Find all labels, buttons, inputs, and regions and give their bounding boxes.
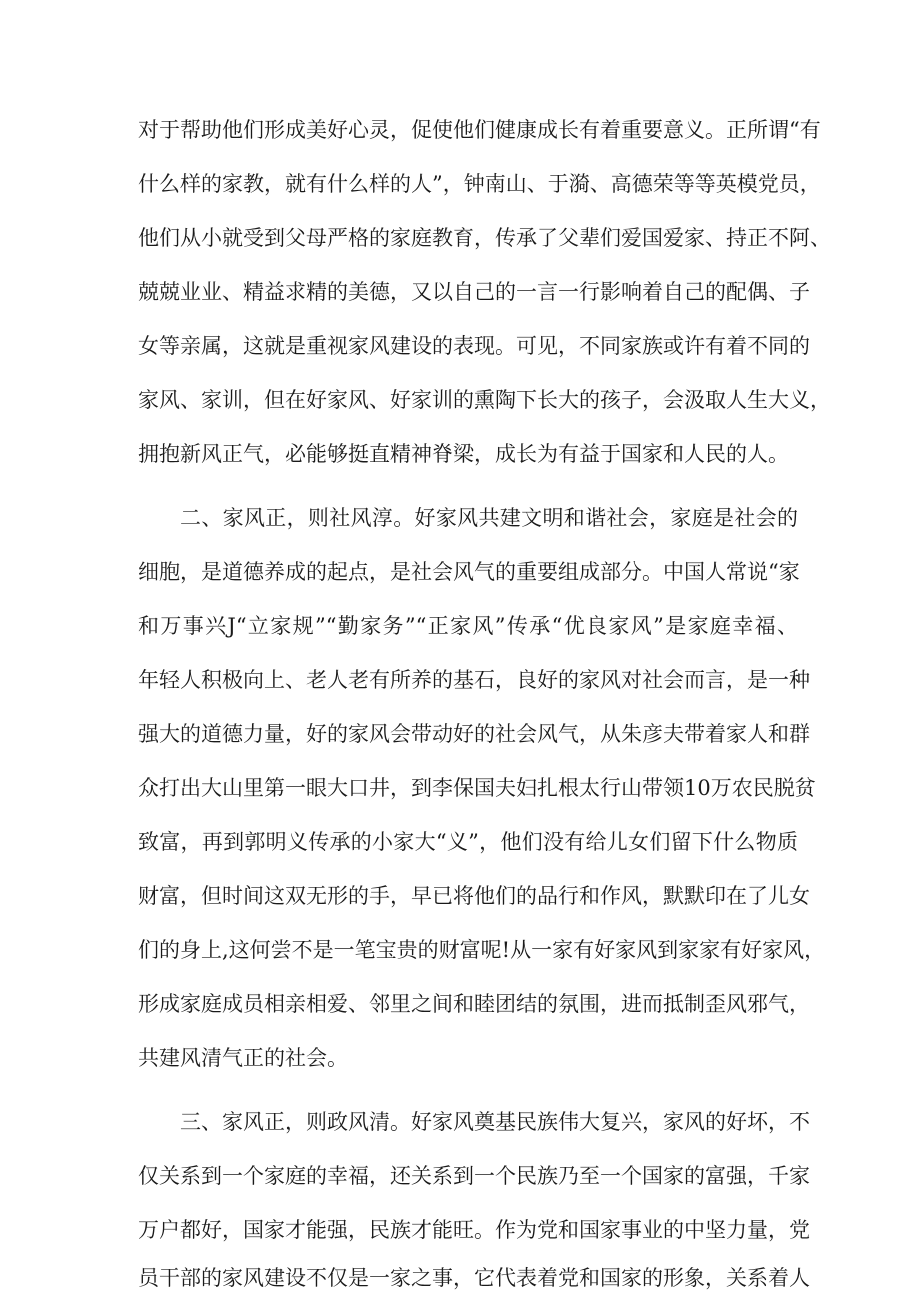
text-line: 致富，再到郭明义传承的小家大“义”，他们没有给儿女们留下什么物质 [138,830,798,854]
text-line: 形成家庭成员相亲相爱、邻里之间和睦团结的氛围，进而抵制歪风邪气， [138,992,810,1016]
text-line: 家风、家训，但在好家风、好家训的熏陶下长大的孩子，会汲取人生大义， [138,388,831,412]
text-line: 他们从小就受到父母严格的家庭教育，传承了父辈们爱国爱家、持正不阿、 [138,226,831,250]
text-line: 年轻人积极向上、老人老有所养的基石，良好的家风对社会而言，是一种 [138,668,810,692]
text-line: 对于帮助他们形成美好心灵，促使他们健康成长有着重要意义。正所谓“有 [138,118,821,142]
text-line: 兢兢业业、精益求精的美德，又以自己的一言一行影响着自己的配偶、子 [138,280,810,304]
text-line: 强大的道德力量，好的家风会带动好的社会风气，从朱彦夫带着家人和群 [138,722,810,746]
text-line: 仅关系到一个家庭的幸福，还关系到一个民族乃至一个国家的富强，千家 [138,1164,810,1188]
text-line: 共建风清气正的社会。 [138,1046,348,1070]
text-line: 拥抱新风正气，必能够挺直精神脊梁，成长为有益于国家和人民的人。 [138,442,789,466]
text-line: 财富，但时间这双无形的手，早已将他们的品行和作风，默默印在了儿女 [138,884,810,908]
paragraph-start-line: 三、家风正，则政风清。好家风奠基民族伟大复兴，家风的好坏，不 [180,1110,810,1134]
text-line: 什么样的家教，就有什么样的人”，钟南山、于漪、高德荣等等英模党员， [138,172,821,196]
text-line: 万户都好，国家才能强，民族才能旺。作为党和国家事业的中坚力量，党 [138,1218,810,1242]
text-line: 细胞，是道德养成的起点，是社会风气的重要组成部分。中国人常说“家 [138,560,800,584]
text-line: 员干部的家风建设不仅是一家之事，它代表着党和国家的形象，关系着人 [138,1266,810,1290]
text-line: 们的身上,这何尝不是一笔宝贵的财富呢!从一家有好家风到家家有好家风， [138,938,826,962]
text-line: 女等亲属，这就是重视家风建设的表现。可见，不同家族或许有着不同的 [138,334,810,358]
text-line: 和万事兴J“立家规”“勤家务”“正家风”传承“优良家风”是家庭幸福、 [138,614,798,638]
text-line: 众打出大山里第一眼大口井，到李保国夫妇扎根太行山带领10万农民脱贫 [138,776,816,800]
paragraph-start-line: 二、家风正，则社风淳。好家风共建文明和谐社会，家庭是社会的 [180,506,798,530]
